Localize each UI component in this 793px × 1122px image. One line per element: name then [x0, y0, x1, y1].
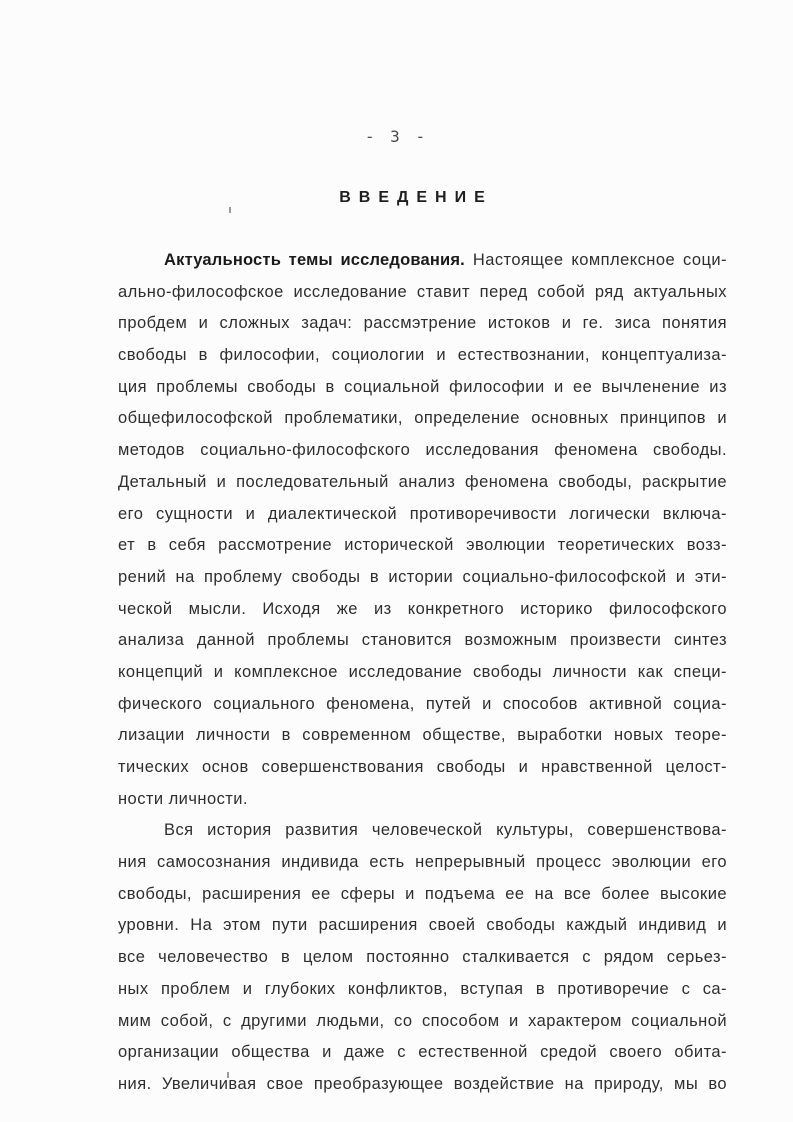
paragraph-1-line: лизации личности в современном обществе, выработки новых теоре-	[118, 726, 727, 745]
paragraph-1-line: ет в себя рассмотрение исторической эволюции теоретических возз-	[118, 536, 727, 555]
scan-speck	[229, 207, 231, 213]
paragraph-1-line: ческой мысли. Исходя же из конкретного историко философского	[118, 599, 727, 618]
paragraph-1-line: общефилософской проблематики, определение основных принципов и	[118, 409, 727, 428]
paragraph-1-line: свободы в философии, социологии и естествознании, концептуализа-	[118, 346, 727, 365]
section-title: ВВЕДЕНИЕ	[339, 189, 493, 206]
paragraph-2-line: ных проблем и глубоких конфликтов, вступая в противоречие с са-	[118, 979, 727, 998]
paragraph-1-line: ция проблемы свободы в социальной философии и ее вычленение из	[118, 377, 727, 396]
paragraph-1-line: тических основ совершенствования свободы и нравственной целост-	[118, 758, 727, 776]
page-number: - 3 -	[364, 127, 429, 146]
paragraph-2-line: свободы, расширения ее сферы и подъема ее на все более высокие	[118, 884, 727, 903]
paragraph-2-line: ния. Увеличивая свое преобразующее воздействие на природу, мы во	[118, 1074, 727, 1093]
paragraph-2-line: Вся история развития человеческой культуры, совершенствова-	[164, 821, 727, 840]
paragraph-1-line: фического социального феномена, путей и способов активной социа-	[118, 694, 727, 713]
paragraph-2-line: уровни. На этом пути расширения своей свободы каждый индивид и	[118, 916, 727, 935]
paragraph-2-line: все человечество в целом постоянно сталкивается с рядом серьез-	[118, 948, 727, 967]
paragraph-2-line: мим собой, с другими людьми, со способом и характером социальной	[118, 1011, 727, 1030]
paragraph-2-line: ния самосознания индивида есть непрерывный процесс эволюции его	[118, 853, 727, 872]
paragraph-1-line: анализа данной проблемы становится возможным произвести синтез	[118, 631, 727, 650]
body-text	[118, 245, 727, 1101]
paragraph-1-line: его сущности и диалектической противоречивости логически включа-	[118, 504, 727, 523]
paragraph-1-line: Детальный и последовательный анализ феномена свободы, раскрытие	[118, 472, 727, 491]
paragraph-1-line: методов социально-философского исследования феномена свободы.	[118, 441, 727, 460]
paragraph-1-line: ности личности.	[118, 789, 248, 808]
paragraph-lead: Актуальность темы исследования.	[164, 251, 465, 269]
paragraph-1-line-text: Настоящее комплексное соци-	[464, 251, 727, 269]
paragraph-1-line: концепций и комплексное исследование свободы личности как специ-	[118, 662, 727, 681]
paragraph-1-line: пробдем и сложных задач: рассмэтрение истоков и ге. зиса понятия	[118, 314, 727, 333]
paragraph-1-line: рений на проблему свободы в истории социально-философской и эти-	[118, 567, 727, 586]
paragraph-1-line	[118, 245, 727, 277]
paragraph-2-line: организации общества и даже с естественной средой своего обита-	[118, 1043, 727, 1062]
paragraph-1-line: ально-философское исследование ставит перед собой ряд актуальных	[118, 282, 727, 301]
